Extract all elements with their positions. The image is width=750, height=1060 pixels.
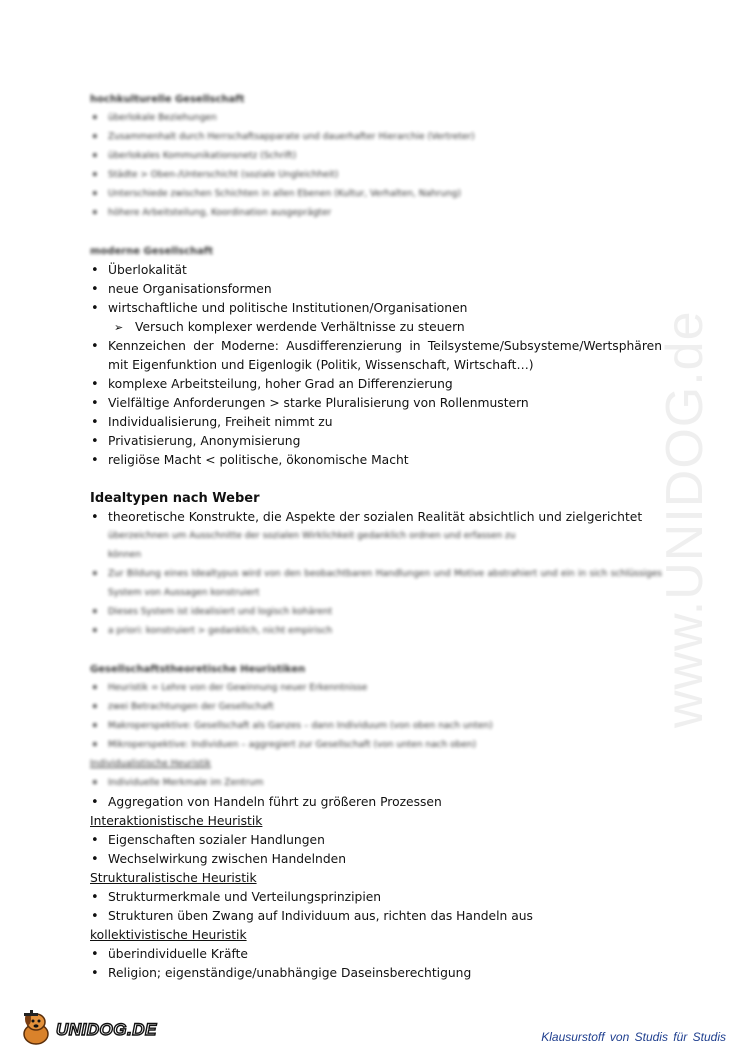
list-item: • wirtschaftliche und politische Institutionen/Organisationen [90,299,662,318]
list-item: • überlokale Beziehungen [90,109,662,128]
list-item: • Eigenschaften sozialer Handlungen [90,831,662,850]
list-item: • Wechselwirkung zwischen Handelnden [90,850,662,869]
subsection-heading: Interaktionistische Heuristik [90,814,263,828]
list-item: • komplexe Arbeitsteilung, hoher Grad an Differenzierung [90,375,662,394]
list-item: • Privatisierung, Anonymisierung [90,432,662,451]
list-item: • a priori: konstruiert > gedanklich, nicht empirisch [90,622,662,641]
section-heading: moderne Gesellschaft [90,246,214,257]
section-heuristiken [90,660,662,983]
list-item: • Strukturen üben Zwang auf Individuum aus, richten das Handeln aus [90,907,662,926]
list-item: • Vielfältige Anforderungen > starke Pluralisierung von Rollenmustern [90,394,662,413]
list-item: • Kennzeichen der Moderne: Ausdifferenzierung in Teilsysteme/Subsysteme/Wertsphären mit Eigenfunktion und Eigenlogik (Politik, Wissenschaft, Wirtschaft…) [90,337,662,375]
list-item: • Mikroperspektive: Individuen – aggregiert zur Gesellschaft (von unten nach oben) [90,736,662,755]
section-idealtypen-nach-weber [90,489,662,641]
list-item: • Unterschiede zwischen Schichten in allen Ebenen (Kultur, Verhalten, Nahrung) [90,185,662,204]
watermark: www.UNIDOG.de [656,310,714,728]
list-item: • Aggregation von Handeln führt zu größeren Prozessen [90,793,662,812]
list-item: • neue Organisationsformen [90,280,662,299]
list-item: • überindividuelle Kräfte [90,945,662,964]
list-item: • Städte > Oben-/Unterschicht (soziale Ungleichheit) [90,166,662,185]
list-item: • Zusammenhalt durch Herrschaftsapparate und dauerhafter Hierarchie (Vertreter) [90,128,662,147]
list-item: • Individualisierung, Freiheit nimmt zu [90,413,662,432]
list-item: • Überlokalität [90,261,662,280]
section-heading: hochkulturelle Gesellschaft [90,94,245,105]
list-item: • zwei Betrachtungen der Gesellschaft [90,698,662,717]
subsection-heading: kollektivistische Heuristik [90,928,247,942]
list-item: • Makroperspektive: Gesellschaft als Ganzes – dann Individuum (von oben nach unten) [90,717,662,736]
list-item: • Strukturmerkmale und Verteilungsprinzipien [90,888,662,907]
dog-mascot-icon [18,1010,58,1048]
blurred-text-line: können [108,550,142,560]
section-hochkulturelle-gesellschaft [90,90,662,223]
subsection-heading: Individualistische Heuristik [90,759,211,769]
footer-tagline: Klausurstoff von Studis für Studis [541,1030,726,1044]
list-item: • theoretische Konstrukte, die Aspekte der sozialen Realität absichtlich und zielgerichtet [90,508,662,527]
list-item: • überlokales Kommunikationsnetz (Schrift) [90,147,662,166]
list-item: • Dieses System ist idealisiert und logisch kohärent [90,603,662,622]
unidog-logo [18,1010,158,1048]
blurred-text-line: überzeichnen um Ausschnitte der sozialen Wirklichkeit gedanklich ordnen und erfassen zu [108,531,516,541]
sub-list-item: ➢ Versuch komplexer werdende Verhältnisse zu steuern [90,318,662,337]
logo-text: UNIDOG.DE [56,1020,157,1039]
subsection-heading: Strukturalistische Heuristik [90,871,257,885]
list-item: • religiöse Macht < politische, ökonomische Macht [90,451,662,470]
section-moderne-gesellschaft [90,242,662,470]
section-heading: Idealtypen nach Weber [90,491,260,506]
list-item: • Religion; eigenständige/unabhängige Daseinsberechtigung [90,964,662,983]
list-item: • Individuelle Merkmale im Zentrum [90,774,662,793]
document-content [90,90,662,983]
section-heading: Gesellschaftstheoretische Heuristiken [90,664,306,675]
list-item: • höhere Arbeitsteilung, Koordination ausgeprägter [90,204,662,223]
list-item: • Heuristik = Lehre von der Gewinnung neuer Erkenntnisse [90,679,662,698]
list-item: • Zur Bildung eines Idealtypus wird von den beobachtbaren Handlungen und Motive abstrahiert und ein in sich schlüssiges System von Aussagen konstruiert [90,565,662,603]
